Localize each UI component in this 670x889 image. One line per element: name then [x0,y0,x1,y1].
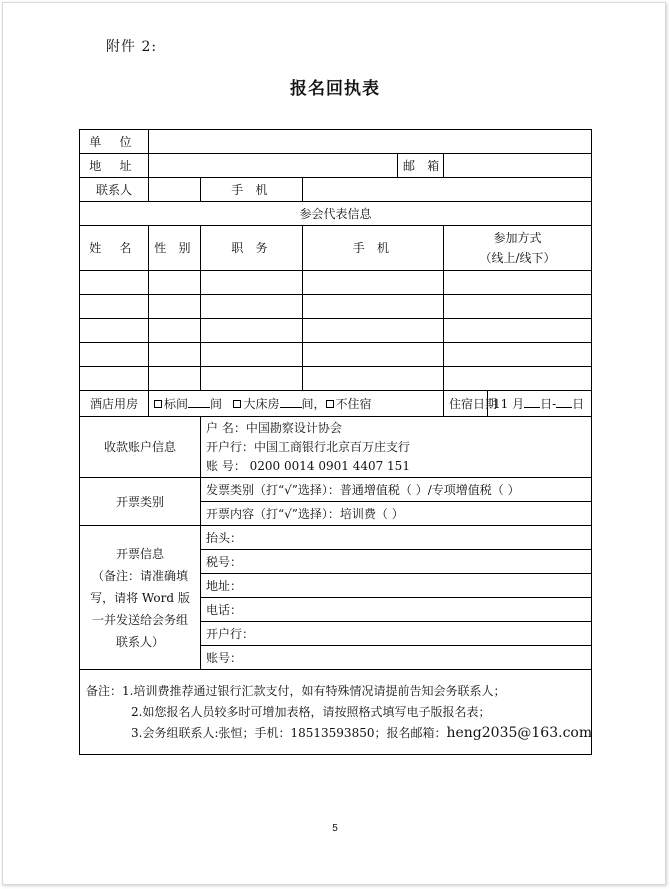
invoice-bank-field[interactable]: 开户行： [201,622,592,646]
col-name-header: 姓 名 [80,226,149,271]
notes-row [80,670,592,755]
rep-gender-cell[interactable] [149,271,201,295]
rep-name-cell[interactable] [80,343,149,367]
page-number: 5 [332,823,338,834]
rep-phone-cell[interactable] [303,343,444,367]
mode-header-line1: 参加方式 [493,231,542,245]
rep-position-cell[interactable] [201,343,303,367]
unit-row [80,130,592,154]
mode-header-line2: （线上/线下） [479,251,556,265]
hotel-label: 酒店用房 [80,391,149,417]
king-room-count-blank[interactable] [280,396,302,408]
registration-email: heng2035@163.com [446,724,593,741]
invoice-tax-id-field[interactable]: 税号： [201,550,592,574]
rep-position-cell[interactable] [201,319,303,343]
rep-row [80,271,592,295]
stay-date-field [488,391,592,417]
note-line-3-text: 3.会务组联系人:张恒；手机：18513593850；报名邮箱： [131,725,447,740]
account-details [201,417,592,478]
invoice-content-line[interactable]: 开票内容（打“√”选择）：培训费（ ） [201,502,592,526]
rep-name-cell[interactable] [80,319,149,343]
address-label: 地 址 [80,154,149,178]
rep-mode-cell[interactable] [444,343,592,367]
invoice-phone-field[interactable]: 电话： [201,598,592,622]
stay-day-end-label: 日 [572,397,585,411]
address-row [80,154,592,178]
phone-field[interactable] [303,178,592,202]
col-position-header: 职 务 [201,226,303,271]
invoice-title-field[interactable]: 抬头： [201,526,592,550]
reps-header-row [80,226,592,271]
rep-phone-cell[interactable] [303,367,444,391]
no-stay-label: 不住宿 [335,397,372,411]
invoice-info-label-line: 写，请将 Word 版 [90,590,190,605]
page-title: 报名回执表 [290,79,380,99]
invoice-info-label-line: 联系人） [115,634,164,649]
account-label: 收款账户信息 [80,417,201,478]
invoice-address-field[interactable]: 地址： [201,574,592,598]
note-line-3 [86,723,593,744]
note-line-1: 备注：1.培训费推荐通过银行汇款支付，如有特殊情况请提前告知会务联系人； [86,683,506,698]
invoice-info-label-line: 开票信息 [115,546,164,561]
account-name-line: 户 名：中国勘察设计协会 [206,420,342,435]
rep-name-cell[interactable] [80,367,149,391]
no-stay-checkbox[interactable] [326,400,334,408]
invoice-info-label [80,526,201,670]
room-unit-label-2: 间， [301,397,326,411]
rep-row [80,367,592,391]
rep-phone-cell[interactable] [303,319,444,343]
registration-form-table [79,129,592,755]
stay-day-label: 日- [540,397,557,411]
stay-month-label: 11 月 [493,397,525,411]
stay-date-label: 住宿日期 [444,391,488,417]
invoice-info-row [80,526,592,550]
reps-section-title: 参会代表信息 [80,202,592,226]
rep-phone-cell[interactable] [303,295,444,319]
col-mode-header [444,226,592,271]
stay-start-day-blank[interactable] [524,396,540,408]
mailbox-label: 邮 箱 [398,154,444,178]
account-bank-line: 开户行：中国工商银行北京百万庄支行 [206,439,411,454]
standard-room-label: 标间 [164,397,189,411]
contact-label: 联系人 [80,178,149,202]
col-gender-header: 性 别 [149,226,201,271]
rep-position-cell[interactable] [201,271,303,295]
rep-mode-cell[interactable] [444,319,592,343]
rep-position-cell[interactable] [201,295,303,319]
standard-room-count-blank[interactable] [188,396,210,408]
rep-row [80,295,592,319]
rep-gender-cell[interactable] [149,343,201,367]
hotel-row [80,391,592,417]
unit-label: 单 位 [80,130,149,154]
address-field[interactable] [149,154,398,178]
rep-phone-cell[interactable] [303,271,444,295]
rep-mode-cell[interactable] [444,295,592,319]
account-number-line: 账 号： 0200 0014 0901 4407 151 [206,458,410,473]
rep-row [80,319,592,343]
note-line-2: 2.如您报名人员较多时可增加表格，请按照格式填写电子版报名表； [131,704,491,719]
room-unit-label: 间 [210,397,223,411]
notes-cell [80,670,592,755]
invoice-type-line[interactable]: 发票类别（打“√”选择）：普通增值税（ ）/专项增值税（ ） [201,478,592,502]
stay-end-day-blank[interactable] [556,396,572,408]
hotel-options [149,391,444,417]
king-room-checkbox[interactable] [233,400,241,408]
rep-gender-cell[interactable] [149,367,201,391]
rep-position-cell[interactable] [201,367,303,391]
rep-gender-cell[interactable] [149,319,201,343]
invoice-type-row-1 [80,478,592,502]
rep-name-cell[interactable] [80,271,149,295]
account-row [80,417,592,478]
contact-field[interactable] [149,178,201,202]
col-phone-header: 手 机 [303,226,444,271]
king-room-label: 大床房 [243,397,280,411]
reps-section-row [80,202,592,226]
unit-field[interactable] [149,130,592,154]
attachment-label: 附件 2: [106,39,158,55]
rep-mode-cell[interactable] [444,367,592,391]
mailbox-field[interactable] [444,154,592,178]
invoice-type-label: 开票类别 [80,478,201,526]
rep-mode-cell[interactable] [444,271,592,295]
rep-gender-cell[interactable] [149,295,201,319]
contact-row [80,178,592,202]
phone-label: 手 机 [201,178,303,202]
invoice-info-label-line: 一并发送给会务组 [91,612,188,627]
invoice-account-field[interactable]: 账号： [201,646,592,670]
rep-name-cell[interactable] [80,295,149,319]
rep-row [80,343,592,367]
standard-room-checkbox[interactable] [154,400,162,408]
invoice-info-label-line: （备注：请准确填 [91,568,188,583]
